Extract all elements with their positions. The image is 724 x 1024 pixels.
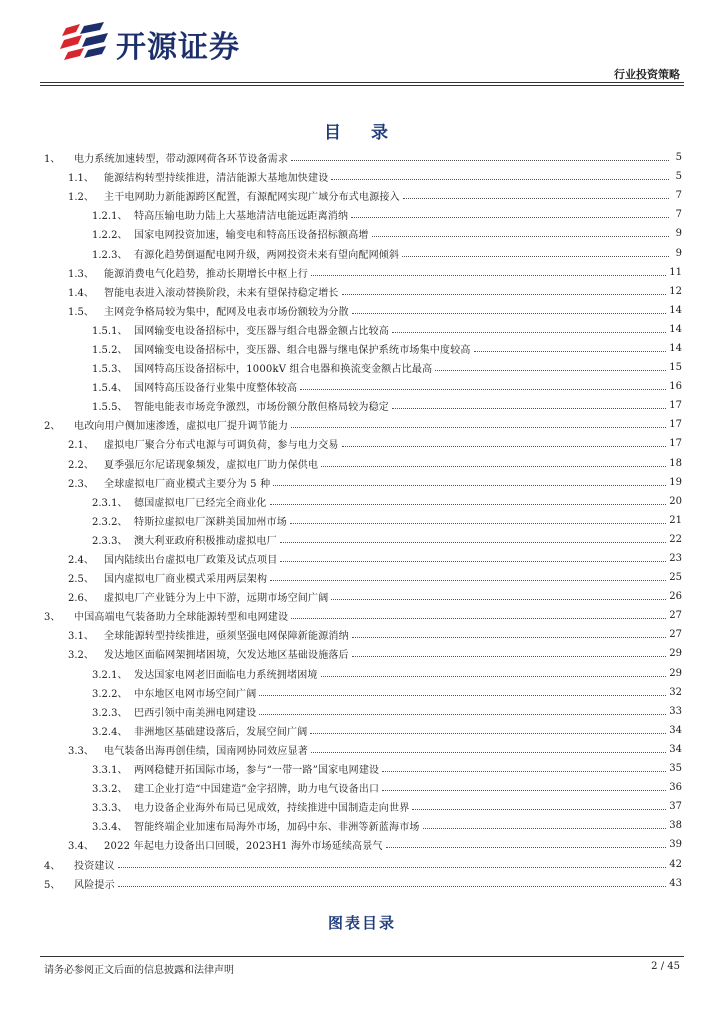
toc-entry-title: 特斯拉虚拟电厂深耕美国加州市场 [134,516,287,528]
header-divider [40,82,684,83]
toc-dot-leader [392,408,666,409]
toc-entry-page: 43 [669,877,682,889]
toc-entry-number: 3.2.2、 [92,688,128,700]
table-of-contents [40,148,682,893]
footer-divider [40,956,684,957]
toc-entry-number: 1.2.2、 [92,230,128,242]
toc-entry-number: 1、 [44,154,61,166]
toc-entry-number: 1.5.3、 [92,364,128,376]
toc-entry-page: 25 [669,572,682,584]
toc-entry-number: 5、 [44,879,61,891]
toc-dot-leader [270,580,666,581]
toc-entry-page: 34 [669,724,682,736]
toc-entry-title: 全球能源转型持续推进，亟须坚强电网保障新能源消纳 [104,631,349,643]
toc-entry[interactable] [40,549,682,568]
toc-dot-leader [310,733,666,734]
toc-dot-leader [300,389,666,390]
toc-entry-page: 17 [669,400,682,412]
toc-entry-title: 有源化趋势倒逼配电网升级，两网投资未来有望向配网倾斜 [134,249,400,261]
toc-entry[interactable] [40,816,682,835]
toc-entry-page: 11 [669,266,682,278]
toc-entry-title: 电气装备出海再创佳绩，国南网协同效应显著 [104,745,308,757]
toc-entry[interactable] [40,148,682,167]
toc-entry-number: 3.3.3、 [92,803,128,815]
toc-dot-leader [291,160,669,161]
toc-entry-title: 2022 年起电力设备出口回暖，2023H1 海外市场延续高景气 [104,841,383,853]
toc-entry-page: 39 [669,839,682,851]
toc-entry-number: 1.5、 [68,306,94,318]
toc-entry-title: 德国虚拟电厂已经完全商业化 [134,497,267,509]
toc-entry-title: 智能终端企业加速布局海外市场，加码中东、非洲等新蓝海市场 [134,822,420,834]
toc-entry-page: 34 [669,743,682,755]
toc-entry-title: 国网特高压设备招标中，1000kV 组合电器和换流变金额占比最高 [134,364,433,376]
toc-entry-number: 2.6、 [68,593,94,605]
toc-entry-title: 非洲地区基础建设落后，发展空间广阔 [134,726,308,738]
toc-entry-title: 风险提示 [74,879,115,891]
toc-entry-title: 主干电网助力新能源跨区配置，有源配网实现广域分布式电源接入 [104,192,400,204]
toc-entry-page: 17 [669,419,682,431]
toc-entry-title: 虚拟电厂产业链分为上中下游，远期市场空间广阔 [104,593,329,605]
toc-entry-number: 1.2.1、 [92,211,128,223]
toc-dot-leader [382,771,666,772]
toc-dot-leader [311,275,666,276]
toc-entry-title: 发达地区面临网架拥堵困境，欠发达地区基础设施落后 [104,650,349,662]
toc-entry-number: 3.2、 [68,650,94,662]
toc-entry-page: 22 [669,533,682,545]
toc-entry[interactable] [40,625,682,644]
toc-entry[interactable] [40,186,682,205]
toc-entry-page: 36 [669,782,682,794]
toc-entry-title: 电力系统加速转型，带动源网荷各环节设备需求 [74,154,289,166]
toc-entry-title: 夏季强厄尔尼诺现象频发，虚拟电厂助力保供电 [104,459,319,471]
toc-entry-number: 1.2、 [68,192,94,204]
toc-entry-page: 29 [669,667,682,679]
toc-entry[interactable] [40,721,682,740]
brand-name: 开源证券 [116,30,240,65]
toc-entry[interactable] [40,778,682,797]
toc-entry-number: 2、 [44,421,61,433]
toc-entry-title: 主网竞争格局较为集中，配网及电表市场份额较为分散 [104,306,349,318]
toc-entry-page: 38 [669,820,682,832]
toc-entry[interactable] [40,683,682,702]
toc-entry-title: 电力设备企业海外布局已见成效，持续推进中国制造走向世界 [134,803,410,815]
report-type: 行业投资策略 [614,68,680,81]
toc-entry-page: 14 [669,323,682,335]
toc-entry-number: 1.1、 [68,173,94,185]
toc-entry-page: 7 [675,190,682,202]
toc-entry-page: 9 [675,228,682,240]
toc-entry-title: 澳大利亚政府积极推动虚拟电厂 [134,535,277,547]
toc-entry[interactable] [40,282,682,301]
toc-entry-number: 3、 [44,612,61,624]
toc-entry-page: 19 [669,476,682,488]
toc-entry-page: 18 [669,457,682,469]
toc-entry[interactable] [40,339,682,358]
toc-entry[interactable] [40,358,682,377]
page-header [0,0,724,86]
toc-entry-number: 3.3.4、 [92,822,128,834]
toc-entry[interactable] [40,243,682,262]
toc-entry-title: 虚拟电厂聚合分布式电源与可调负荷，参与电力交易 [104,440,339,452]
brand-logo [60,22,240,66]
toc-entry-page: 32 [669,686,682,698]
toc-entry[interactable] [40,759,682,778]
toc-entry[interactable] [40,263,682,282]
toc-dot-leader [118,886,666,887]
toc-entry-number: 2.5、 [68,574,94,586]
toc-entry-number: 3.2.4、 [92,726,128,738]
toc-dot-leader [331,179,669,180]
toc-entry[interactable] [40,740,682,759]
toc-entry-page: 29 [669,648,682,660]
toc-dot-leader [474,351,667,352]
brand-logo-icon [60,22,110,66]
toc-entry-number: 1.4、 [68,287,94,299]
toc-entry-title: 建工企业打造“中国建造”金字招牌，助力电气设备出口 [134,784,380,796]
toc-entry-title: 国网特高压设备行业集中度整体较高 [134,383,298,395]
toc-dot-leader [412,809,666,810]
toc-dot-leader [291,618,666,619]
toc-entry-page: 12 [669,285,682,297]
toc-entry[interactable] [40,511,682,530]
header-divider-thin [40,85,684,86]
toc-dot-leader [273,485,666,486]
toc-entry[interactable] [40,874,682,893]
toc-entry-title: 投资建议 [74,860,115,872]
toc-dot-leader [392,332,666,333]
toc-entry[interactable] [40,434,682,453]
toc-entry-page: 35 [669,763,682,775]
toc-entry[interactable] [40,530,682,549]
toc-entry[interactable] [40,835,682,854]
toc-entry-title: 国网输变电设备招标中，变压器、组合电器与继电保护系统市场集中度较高 [134,344,471,356]
toc-entry-page: 27 [669,629,682,641]
toc-entry-title: 智能电表进入滚动替换阶段，未来有望保持稳定增长 [104,287,339,299]
toc-entry-title: 国家电网投资加速，输变电和特高压设备招标额高增 [134,230,369,242]
toc-entry[interactable] [40,492,682,511]
toc-entry-title: 能源结构转型持续推进，清洁能源大基地加快建设 [104,173,329,185]
toc-entry-page: 15 [669,362,682,374]
toc-dot-leader [402,256,669,257]
toc-dot-leader [259,695,666,696]
toc-dot-leader [342,294,667,295]
toc-entry-number: 1.5.2、 [92,344,128,356]
toc-dot-leader [118,867,666,868]
toc-entry-number: 2.3.2、 [92,516,128,528]
toc-entry[interactable] [40,587,682,606]
toc-entry[interactable] [40,473,682,492]
toc-dot-leader [321,676,667,677]
toc-entry[interactable] [40,320,682,339]
toc-dot-leader [280,542,666,543]
toc-entry[interactable] [40,167,682,186]
toc-dot-leader [280,561,666,562]
toc-entry-page: 21 [669,514,682,526]
toc-entry-page: 9 [675,247,682,259]
toc-dot-leader [403,198,669,199]
toc-entry-page: 5 [675,152,682,164]
toc-entry-title: 全球虚拟电厂商业模式主要分为 5 种 [104,478,271,490]
toc-entry[interactable] [40,702,682,721]
toc-entry[interactable] [40,396,682,415]
toc-entry[interactable] [40,606,682,625]
toc-entry-page: 33 [669,705,682,717]
toc-entry-number: 3.2.3、 [92,707,128,719]
toc-dot-leader [311,752,666,753]
toc-title: 目 录 [324,123,400,143]
toc-dot-leader [382,790,666,791]
toc-entry[interactable] [40,415,682,434]
toc-entry[interactable] [40,664,682,683]
toc-entry-title: 中国高端电气装备助力全球能源转型和电网建设 [74,612,289,624]
toc-entry-number: 1.5.5、 [92,402,128,414]
toc-entry-number: 1.5.4、 [92,383,128,395]
toc-entry[interactable] [40,797,682,816]
toc-entry-title: 国内陆续出台虚拟电厂政策及试点项目 [104,555,278,567]
page-number: 2 / 45 [651,961,680,972]
toc-entry-title: 国网输变电设备招标中，变压器与组合电器金额占比较高 [134,325,389,337]
toc-dot-leader [270,504,667,505]
toc-entry-title: 智能电能表市场竞争激烈，市场份额分散但格局较为稳定 [134,402,389,414]
toc-entry-page: 27 [669,610,682,622]
toc-entry-number: 1.5.1、 [92,325,128,337]
toc-dot-leader [351,217,669,218]
toc-entry[interactable] [40,377,682,396]
toc-dot-leader [352,637,666,638]
toc-entry-title: 发达国家电网老旧面临电力系统拥堵困境 [134,669,318,681]
toc-dot-leader [290,523,666,524]
toc-dot-leader [321,466,666,467]
toc-entry-title: 特高压输电助力陆上大基地清洁电能远距离消纳 [134,211,349,223]
toc-entry[interactable] [40,454,682,473]
toc-entry-number: 3.4、 [68,841,94,853]
toc-entry[interactable] [40,644,682,663]
toc-entry-number: 3.3.1、 [92,765,128,777]
toc-entry-page: 20 [669,495,682,507]
toc-entry-page: 37 [669,801,682,813]
toc-entry-number: 2.1、 [68,440,94,452]
toc-entry-page: 5 [675,171,682,183]
toc-entry-number: 2.3、 [68,478,94,490]
toc-entry-page: 14 [669,342,682,354]
toc-entry-number: 3.3.2、 [92,784,128,796]
toc-entry-page: 7 [675,209,682,221]
toc-entry-title: 电改向用户侧加速渗透，虚拟电厂提升调节能力 [74,421,289,433]
toc-entry-title: 巴西引领中南美洲电网建设 [134,707,257,719]
toc-entry-number: 1.3、 [68,268,94,280]
toc-dot-leader [342,446,667,447]
toc-entry-number: 3.3、 [68,745,94,757]
toc-entry-title: 中东地区电网市场空间广阔 [134,688,257,700]
toc-dot-leader [435,370,666,371]
footer-disclaimer: 请务必参阅正文后面的信息披露和法律声明 [44,965,234,976]
toc-dot-leader [259,714,666,715]
toc-dot-leader [423,828,667,829]
toc-entry-page: 14 [669,304,682,316]
toc-entry-page: 42 [669,858,682,870]
toc-dot-leader [372,236,669,237]
toc-entry-number: 2.2、 [68,459,94,471]
figures-toc-title: 图表目录 [327,914,396,932]
toc-entry-page: 16 [669,381,682,393]
toc-entry-page: 23 [669,553,682,565]
toc-dot-leader [291,427,666,428]
toc-entry[interactable] [40,568,682,587]
toc-dot-leader [352,313,666,314]
toc-entry[interactable] [40,301,682,320]
toc-dot-leader [331,599,666,600]
toc-entry-page: 17 [669,438,682,450]
toc-dot-leader [352,656,666,657]
toc-entry-page: 26 [669,591,682,603]
toc-dot-leader [386,847,667,848]
toc-entry-number: 1.2.3、 [92,249,128,261]
toc-entry-number: 3.1、 [68,631,94,643]
toc-entry[interactable] [40,205,682,224]
toc-entry-number: 2.3.3、 [92,535,128,547]
toc-entry-number: 3.2.1、 [92,669,128,681]
toc-entry-title: 国内虚拟电厂商业模式采用两层架构 [104,574,268,586]
toc-entry-number: 4、 [44,860,61,872]
toc-entry-number: 2.3.1、 [92,497,128,509]
toc-entry-title: 能源消费电气化趋势，推动长期增长中枢上行 [104,268,308,280]
toc-entry-number: 2.4、 [68,555,94,567]
toc-entry[interactable] [40,854,682,873]
toc-entry-title: 两网稳健开拓国际市场，参与“一带一路”国家电网建设 [134,765,380,777]
toc-entry[interactable] [40,224,682,243]
